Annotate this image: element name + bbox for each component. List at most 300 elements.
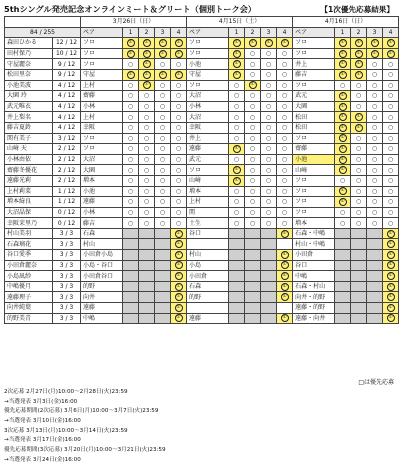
open-mark: ○ [159, 134, 166, 142]
open-slot [155, 218, 171, 229]
open-mark: ○ [265, 71, 272, 79]
won-slot [277, 313, 293, 324]
unavailable-slot [245, 228, 261, 239]
won-mark: ① [339, 39, 347, 47]
won-mark: ① [339, 71, 347, 79]
pair-cell: 大沼 [187, 91, 229, 102]
won-slot [171, 260, 187, 271]
open-mark: ○ [339, 208, 346, 216]
unavailable-slot [139, 303, 155, 314]
pair-cell: 井上 [293, 59, 335, 70]
open-mark: ○ [387, 60, 394, 68]
open-slot [229, 197, 245, 208]
won-slot [139, 80, 155, 91]
open-mark: ○ [281, 103, 288, 111]
unavailable-slot [367, 271, 383, 282]
won-mark: ① [233, 50, 241, 58]
table-row [5, 80, 399, 91]
unavailable-slot [367, 239, 383, 250]
pair-cell: 幸阪 [81, 122, 123, 133]
won-slot [351, 112, 367, 123]
won-slot [367, 48, 383, 59]
unavailable-slot [335, 292, 351, 303]
open-mark: ○ [281, 187, 288, 195]
unavailable-slot [245, 271, 261, 282]
won-mark: ① [175, 230, 183, 238]
open-slot [277, 218, 293, 229]
pair-cell: ソロ [293, 38, 335, 49]
open-slot [367, 112, 383, 123]
unavailable-slot [245, 250, 261, 261]
pair-cell: 土生 [187, 218, 229, 229]
open-slot [277, 112, 293, 123]
won-mark: ① [175, 272, 183, 280]
empty-slot [277, 303, 293, 314]
won-slot [335, 48, 351, 59]
won-slot [171, 271, 187, 282]
won-mark: ① [233, 145, 241, 153]
won-slot [171, 250, 187, 261]
won-mark: ① [387, 50, 395, 58]
open-slot [245, 101, 261, 112]
member-ratio: 1 / 12 [53, 197, 81, 208]
member-ratio: 3 / 3 [53, 303, 81, 314]
open-mark: ○ [159, 177, 166, 185]
open-slot [123, 80, 139, 91]
unavailable-slot [261, 292, 277, 303]
unavailable-slot [335, 271, 351, 282]
pair-cell [187, 303, 229, 314]
open-slot [367, 59, 383, 70]
open-mark: ○ [249, 145, 256, 153]
unavailable-slot [351, 303, 367, 314]
pair-cell: 的野 [187, 292, 229, 303]
open-slot [335, 218, 351, 229]
unavailable-slot [123, 239, 139, 250]
pair-cell: ソロ [81, 59, 123, 70]
pair-cell: ソロ [187, 48, 229, 59]
open-slot [139, 175, 155, 186]
open-mark: ○ [281, 145, 288, 153]
open-slot [155, 80, 171, 91]
open-slot [261, 122, 277, 133]
open-slot [351, 91, 367, 102]
open-mark: ○ [175, 92, 182, 100]
open-mark: ○ [371, 92, 378, 100]
open-mark: ○ [265, 60, 272, 68]
table-row [5, 260, 399, 271]
won-slot [171, 281, 187, 292]
open-mark: ○ [249, 113, 256, 121]
open-mark: ○ [265, 166, 272, 174]
legend: □は優先応募 [358, 379, 394, 386]
table-row [5, 112, 399, 123]
open-mark: ○ [143, 134, 150, 142]
open-slot [123, 112, 139, 123]
open-slot [277, 154, 293, 165]
pair-cell: ソロ [293, 80, 335, 91]
header-slot-4: 4 [383, 27, 399, 38]
won-slot [277, 250, 293, 261]
won-mark: ① [143, 81, 151, 89]
won-slot [171, 38, 187, 49]
open-slot [155, 165, 171, 176]
member-name: 中嶋優月 [5, 281, 53, 292]
pair-cell: 中嶋 [81, 313, 123, 324]
won-mark: ① [159, 71, 167, 79]
open-slot [155, 207, 171, 218]
open-slot [123, 197, 139, 208]
won-slot [335, 154, 351, 165]
member-name: 石森璃花 [5, 239, 53, 250]
unavailable-slot [123, 313, 139, 324]
member-name: 小池美波 [5, 80, 53, 91]
won-mark: ① [387, 39, 395, 47]
unavailable-slot [335, 228, 351, 239]
open-mark: ○ [265, 50, 272, 58]
open-slot [229, 80, 245, 91]
note-line: 2次応募 2月27日(月)10:00〜2月28日(火)23:59 [4, 389, 128, 395]
pair-cell: 村山・中嶋 [293, 239, 335, 250]
unavailable-slot [155, 271, 171, 282]
member-ratio: 4 / 12 [53, 101, 81, 112]
member-name: 山﨑 天 [5, 144, 53, 155]
won-mark: ① [143, 50, 151, 58]
won-slot [335, 197, 351, 208]
open-slot [383, 197, 399, 208]
open-slot [245, 122, 261, 133]
open-mark: ○ [233, 156, 240, 164]
open-mark: ○ [355, 134, 362, 142]
open-slot [123, 165, 139, 176]
open-mark: ○ [249, 198, 256, 206]
open-slot [229, 186, 245, 197]
open-slot [155, 59, 171, 70]
open-slot [261, 80, 277, 91]
open-slot [123, 218, 139, 229]
table-row [5, 69, 399, 80]
open-mark: ○ [233, 219, 240, 227]
unavailable-slot [261, 281, 277, 292]
won-slot [335, 122, 351, 133]
note-line: 優先応募期間(3次応募) 3月20日(月)10:00〜3月21日(火)23:59 [4, 447, 166, 454]
open-slot [139, 112, 155, 123]
unavailable-slot [335, 303, 351, 314]
header-date-2: 4月15日（土） [187, 17, 293, 28]
member-name: 松田里奈 [5, 69, 53, 80]
unavailable-slot [123, 303, 139, 314]
open-mark: ○ [387, 177, 394, 185]
won-mark: ① [175, 71, 183, 79]
header-slot-1: 1 [123, 27, 139, 38]
won-slot [229, 38, 245, 49]
open-mark: ○ [355, 208, 362, 216]
open-mark: ○ [355, 145, 362, 153]
pair-cell: 的野 [81, 281, 123, 292]
open-mark: ○ [265, 92, 272, 100]
open-slot [139, 218, 155, 229]
unavailable-slot [245, 303, 261, 314]
open-mark: ○ [281, 113, 288, 121]
note-line: →当選発表 3月10日(金)16:00 [4, 418, 81, 425]
won-slot [383, 281, 399, 292]
won-mark: ① [355, 39, 363, 47]
won-mark: ① [355, 50, 363, 58]
unavailable-slot [139, 281, 155, 292]
pair-cell: 山﨑 [293, 165, 335, 176]
open-slot [155, 101, 171, 112]
open-slot [383, 186, 399, 197]
open-mark: ○ [249, 187, 256, 195]
open-mark: ○ [143, 166, 150, 174]
won-mark: ① [175, 293, 183, 301]
won-slot [277, 281, 293, 292]
unavailable-slot [335, 281, 351, 292]
open-mark: ○ [281, 71, 288, 79]
pair-cell: 松田 [293, 112, 335, 123]
unavailable-slot [261, 271, 277, 282]
won-slot [171, 48, 187, 59]
open-mark: ○ [371, 81, 378, 89]
won-mark: ① [175, 261, 183, 269]
unavailable-slot [139, 228, 155, 239]
won-slot [261, 38, 277, 49]
open-slot [245, 218, 261, 229]
open-slot [335, 207, 351, 218]
open-mark: ○ [143, 219, 150, 227]
won-slot [229, 175, 245, 186]
open-slot [351, 207, 367, 218]
open-mark: ○ [143, 124, 150, 132]
header-slot-3: 3 [367, 27, 383, 38]
won-mark: ① [175, 304, 183, 312]
open-mark: ○ [233, 208, 240, 216]
open-slot [245, 59, 261, 70]
table-row [5, 175, 399, 186]
won-mark: ① [339, 187, 347, 195]
unavailable-slot [139, 292, 155, 303]
pair-cell: 小田倉 [293, 250, 335, 261]
pair-cell [187, 239, 229, 250]
open-mark: ○ [355, 219, 362, 227]
unavailable-slot [261, 260, 277, 271]
member-name: 関有美子 [5, 133, 53, 144]
member-ratio: 2 / 12 [53, 154, 81, 165]
open-mark: ○ [143, 177, 150, 185]
open-mark: ○ [387, 113, 394, 121]
table-row [5, 218, 399, 229]
member-ratio: 0 / 12 [53, 207, 81, 218]
won-mark: ① [281, 230, 289, 238]
won-slot [277, 38, 293, 49]
open-slot [335, 80, 351, 91]
won-slot [139, 59, 155, 70]
open-mark: ○ [127, 187, 134, 195]
open-mark: ○ [127, 113, 134, 121]
open-mark: ○ [159, 166, 166, 174]
unavailable-slot [155, 250, 171, 261]
open-slot [261, 112, 277, 123]
pair-cell: 中嶋 [293, 271, 335, 282]
won-slot [335, 101, 351, 112]
table-row [5, 281, 399, 292]
pair-cell: 谷口 [187, 228, 229, 239]
won-mark: ① [143, 71, 151, 79]
unavailable-slot [245, 239, 261, 250]
unavailable-slot [261, 313, 277, 324]
open-slot [367, 122, 383, 133]
open-slot [277, 165, 293, 176]
open-mark: ○ [143, 113, 150, 121]
open-mark: ○ [249, 177, 256, 185]
won-mark: ① [339, 156, 347, 164]
member-name: 幸阪茉里乃 [5, 218, 53, 229]
table-row [5, 186, 399, 197]
open-mark: ○ [127, 134, 134, 142]
open-slot [351, 218, 367, 229]
member-name: 武元唯衣 [5, 101, 53, 112]
open-slot [171, 133, 187, 144]
open-mark: ○ [355, 198, 362, 206]
open-slot [229, 122, 245, 133]
note-line: 優先応募期間(2次応募) 3月6日(月)10:00〜3月7日(火)23:59 [4, 408, 159, 415]
pair-cell: 小林 [81, 101, 123, 112]
table-row [5, 154, 399, 165]
table-row [5, 59, 399, 70]
open-mark: ○ [265, 187, 272, 195]
open-mark: ○ [281, 198, 288, 206]
open-mark: ○ [355, 187, 362, 195]
member-ratio: 4 / 12 [53, 91, 81, 102]
open-mark: ○ [127, 60, 134, 68]
pair-cell: 石森・村山 [293, 281, 335, 292]
won-slot [155, 48, 171, 59]
won-slot [171, 292, 187, 303]
won-slot [351, 122, 367, 133]
unavailable-slot [245, 260, 261, 271]
total-count: 84 / 255 [5, 27, 81, 38]
open-mark: ○ [355, 81, 362, 89]
unavailable-slot [139, 239, 155, 250]
member-name: 大園 玲 [5, 91, 53, 102]
won-slot [383, 38, 399, 49]
open-mark: ○ [127, 198, 134, 206]
header-slot-1: 1 [335, 27, 351, 38]
open-mark: ○ [281, 134, 288, 142]
open-mark: ○ [233, 187, 240, 195]
won-mark: ① [175, 283, 183, 291]
open-slot [277, 122, 293, 133]
open-mark: ○ [127, 92, 134, 100]
open-slot [123, 122, 139, 133]
open-slot [229, 207, 245, 218]
note-line: →当選発表 3月24日(金)16:00 [4, 456, 81, 463]
open-mark: ○ [127, 81, 134, 89]
open-slot [123, 59, 139, 70]
member-ratio: 0 / 12 [53, 218, 81, 229]
member-ratio: 4 / 12 [53, 122, 81, 133]
open-slot [155, 197, 171, 208]
open-slot [155, 186, 171, 197]
pair-cell: 増本 [81, 175, 123, 186]
unavailable-slot [351, 260, 367, 271]
open-mark: ○ [371, 60, 378, 68]
open-mark: ○ [371, 134, 378, 142]
open-slot [245, 186, 261, 197]
won-slot [383, 292, 399, 303]
unavailable-slot [335, 250, 351, 261]
member-name: 小田倉麗奈 [5, 260, 53, 271]
pair-cell: ソロ [187, 80, 229, 91]
open-mark: ○ [265, 134, 272, 142]
won-slot [139, 48, 155, 59]
won-slot [383, 260, 399, 271]
won-slot [351, 69, 367, 80]
unavailable-slot [351, 271, 367, 282]
pair-cell: 大園 [293, 101, 335, 112]
won-mark: ① [339, 103, 347, 111]
member-ratio: 3 / 3 [53, 250, 81, 261]
open-mark: ○ [265, 145, 272, 153]
header-slot-4: 4 [277, 27, 293, 38]
open-slot [351, 101, 367, 112]
open-mark: ○ [159, 113, 166, 121]
open-mark: ○ [387, 71, 394, 79]
pair-cell: ソロ [293, 186, 335, 197]
open-mark: ○ [159, 103, 166, 111]
pair-cell: 村山 [187, 250, 229, 261]
member-ratio: 4 / 12 [53, 112, 81, 123]
pair-cell: ソロ [293, 175, 335, 186]
won-mark: ① [127, 50, 135, 58]
won-mark: ① [387, 293, 395, 301]
open-slot [367, 197, 383, 208]
member-name: 増本綺良 [5, 197, 53, 208]
header-slot-3: 3 [155, 27, 171, 38]
open-mark: ○ [355, 166, 362, 174]
unavailable-slot [139, 271, 155, 282]
won-slot [245, 80, 261, 91]
header-row-dates [5, 17, 399, 28]
won-slot [171, 239, 187, 250]
header-slot-3: 3 [261, 27, 277, 38]
unavailable-slot [261, 239, 277, 250]
open-mark: ○ [387, 124, 394, 132]
member-name: 小島凪紗 [5, 271, 53, 282]
unavailable-slot [367, 250, 383, 261]
won-slot [335, 59, 351, 70]
pair-cell: 小島 [187, 260, 229, 271]
open-mark: ○ [355, 92, 362, 100]
unavailable-slot [229, 271, 245, 282]
open-slot [277, 59, 293, 70]
header-slot-4: 4 [171, 27, 187, 38]
won-mark: ① [371, 39, 379, 47]
open-slot [261, 218, 277, 229]
won-mark: ① [249, 81, 257, 89]
member-name: 的野美青 [5, 313, 53, 324]
unavailable-slot [351, 281, 367, 292]
open-slot [261, 59, 277, 70]
open-mark: ○ [371, 113, 378, 121]
won-mark: ① [143, 39, 151, 47]
open-slot [139, 144, 155, 155]
open-slot [351, 80, 367, 91]
open-mark: ○ [249, 166, 256, 174]
open-slot [277, 197, 293, 208]
open-mark: ○ [281, 60, 288, 68]
open-slot [139, 122, 155, 133]
